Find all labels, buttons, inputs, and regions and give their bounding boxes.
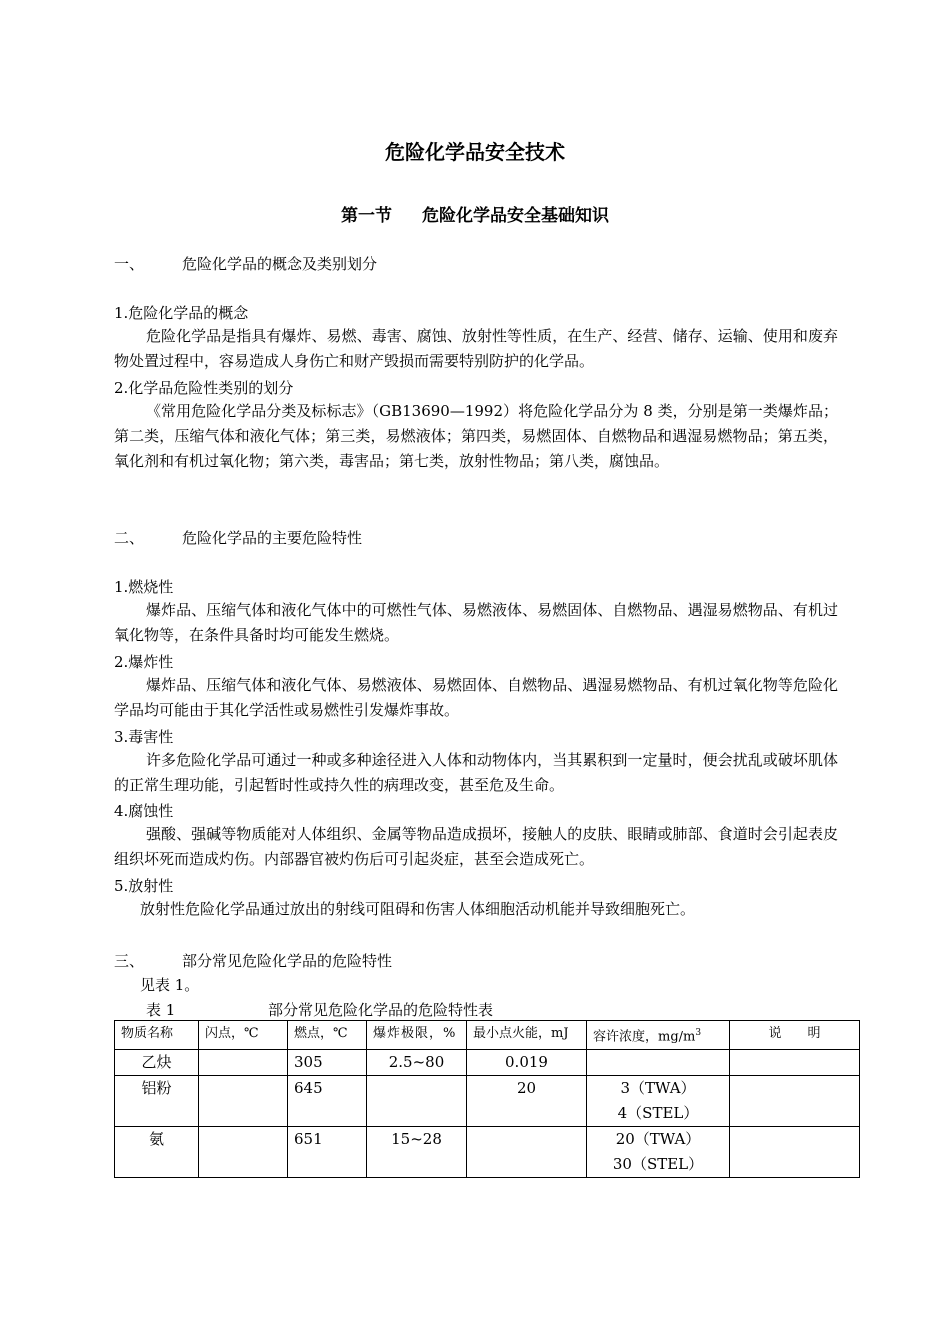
- hazard-title-explosiveness: 2.爆炸性: [114, 653, 174, 671]
- allowed-conc-label: 容许浓度，mg/m: [593, 1029, 696, 1045]
- hazard-title-radioactivity: 5.放射性: [114, 877, 174, 895]
- part1-sub2-body: 《常用危险化学品分类及标标志》（GB13690—1992）将危险化学品分为 8 类，分别是第一类爆炸品；第二类，压缩气体和液化气体；第三类，易燃液体；第四类，易燃固体、自燃物品和遇湿易燃物品；第五类，氧化剂和有机过氧化物；第六类，毒害品；第七类，放射性物品；第八类，腐蚀品。: [114, 402, 838, 470]
- hazard-body-toxicity: 许多危险化学品可通过一种或多种途径进入人体和动物体内，当其累积到一定量时，便会扰乱或破坏肌体的正常生理功能，引起暂时性或持久性的病理改变，甚至危及生命。: [114, 751, 838, 794]
- cell-flash: [199, 1076, 288, 1127]
- hazard-body-flammability: 爆炸品、压缩气体和液化气体中的可燃性气体、易燃液体、易燃固体、自燃物品、遇湿易燃物品、有机过氧化物等，在条件具备时均可能发生燃烧。: [114, 601, 838, 644]
- cell-note: [730, 1127, 860, 1178]
- table-row: [115, 1127, 860, 1178]
- cell-explosive: 15~28: [367, 1127, 467, 1178]
- section-heading: [0, 201, 950, 226]
- table-row: [115, 1050, 860, 1076]
- section-number: 第一节: [341, 206, 392, 226]
- section-title: 危险化学品安全基础知识: [422, 206, 609, 226]
- cell-explosive: 2.5~80: [367, 1050, 467, 1076]
- cell-energy: [467, 1127, 587, 1178]
- part3-heading: [114, 950, 392, 971]
- col-header-flash-point: 闪点，℃: [199, 1021, 288, 1050]
- part2-title: 危险化学品的主要危险特性: [182, 529, 363, 547]
- cell-conc-twa: 3（TWA）: [620, 1079, 696, 1098]
- part1-number: 一、: [114, 255, 145, 273]
- table-header-row: [115, 1021, 860, 1050]
- cell-conc-stel: 4（STEL）: [617, 1104, 699, 1123]
- cell-flash: [199, 1050, 288, 1076]
- cell-note: [730, 1050, 860, 1076]
- col-header-min-ignition-energy: 最小点火能，mJ: [467, 1021, 587, 1050]
- col-header-ignition-point: 燃点，℃: [288, 1021, 367, 1050]
- cell-ignition: 305: [288, 1050, 367, 1076]
- cell-flash: [199, 1127, 288, 1178]
- cell-conc: [587, 1076, 730, 1127]
- hazard-body-radioactivity: 放射性危险化学品通过放出的射线可阻碍和伤害人体细胞活动机能并导致细胞死亡。: [140, 900, 696, 918]
- cell-energy: 0.019: [467, 1050, 587, 1076]
- hazard-body-corrosiveness: 强酸、强碱等物质能对人体组织、金属等物品造成损坏，接触人的皮肤、眼睛或肺部、食道时会引起表皮组织坏死而造成灼伤。内部器官被灼伤后可引起炎症，甚至会造成死亡。: [114, 825, 838, 868]
- cell-name: 乙炔: [115, 1050, 199, 1076]
- part3-number: 三、: [114, 952, 145, 970]
- hazard-table: [114, 1020, 860, 1178]
- cell-ignition: 645: [288, 1076, 367, 1127]
- hazard-title-toxicity: 3.毒害性: [114, 728, 174, 746]
- part2-heading: [114, 527, 362, 548]
- col-header-explosive-limit: 爆炸极限，%: [367, 1021, 467, 1050]
- hazard-title-corrosiveness: 4.腐蚀性: [114, 802, 174, 820]
- unit-superscript: 3: [695, 1028, 702, 1038]
- cell-conc: [587, 1050, 730, 1076]
- table-title: 部分常见危险化学品的危险特性表: [268, 1001, 494, 1019]
- part1-title: 危险化学品的概念及类别划分: [182, 255, 378, 273]
- cell-conc-twa: 20（TWA）: [615, 1130, 701, 1149]
- hazard-body-explosiveness: 爆炸品、压缩气体和液化气体、易燃液体、易燃固体、自燃物品、遇湿易燃物品、有机过氧化物等危险化学品均可能由于其化学活性或易燃性引发爆炸事故。: [114, 676, 838, 719]
- part3-title: 部分常见危险化学品的危险特性: [182, 952, 393, 970]
- table-caption: [146, 999, 494, 1020]
- cell-conc-stel: 30（STEL）: [612, 1155, 704, 1174]
- part1-sub1-title: 1.危险化学品的概念: [114, 304, 249, 322]
- cell-conc: [587, 1127, 730, 1178]
- cell-note: [730, 1076, 860, 1127]
- part2-number: 二、: [114, 529, 145, 547]
- col-header-allowed-conc: [587, 1021, 730, 1050]
- cell-explosive: [367, 1076, 467, 1127]
- table-label: 表 1: [146, 1001, 176, 1019]
- col-header-name: 物质名称: [115, 1021, 199, 1050]
- page-title: 危险化学品安全技术: [385, 140, 565, 164]
- part1-sub2-title: 2.化学品危险性类别的划分: [114, 379, 294, 397]
- see-table-note: 见表 1。: [140, 976, 200, 994]
- cell-name: 氨: [115, 1127, 199, 1178]
- table-row: [115, 1076, 860, 1127]
- cell-ignition: 651: [288, 1127, 367, 1178]
- cell-name: 铝粉: [115, 1076, 199, 1127]
- part1-sub1-body: 危险化学品是指具有爆炸、易燃、毒害、腐蚀、放射性等性质，在生产、经营、储存、运输、使用和废弃物处置过程中，容易造成人身伤亡和财产毁损而需要特别防护的化学品。: [114, 327, 838, 370]
- hazard-title-flammability: 1.燃烧性: [114, 578, 174, 596]
- part1-heading: [114, 253, 377, 274]
- col-header-notes: 说 明: [730, 1021, 860, 1050]
- cell-energy: 20: [467, 1076, 587, 1127]
